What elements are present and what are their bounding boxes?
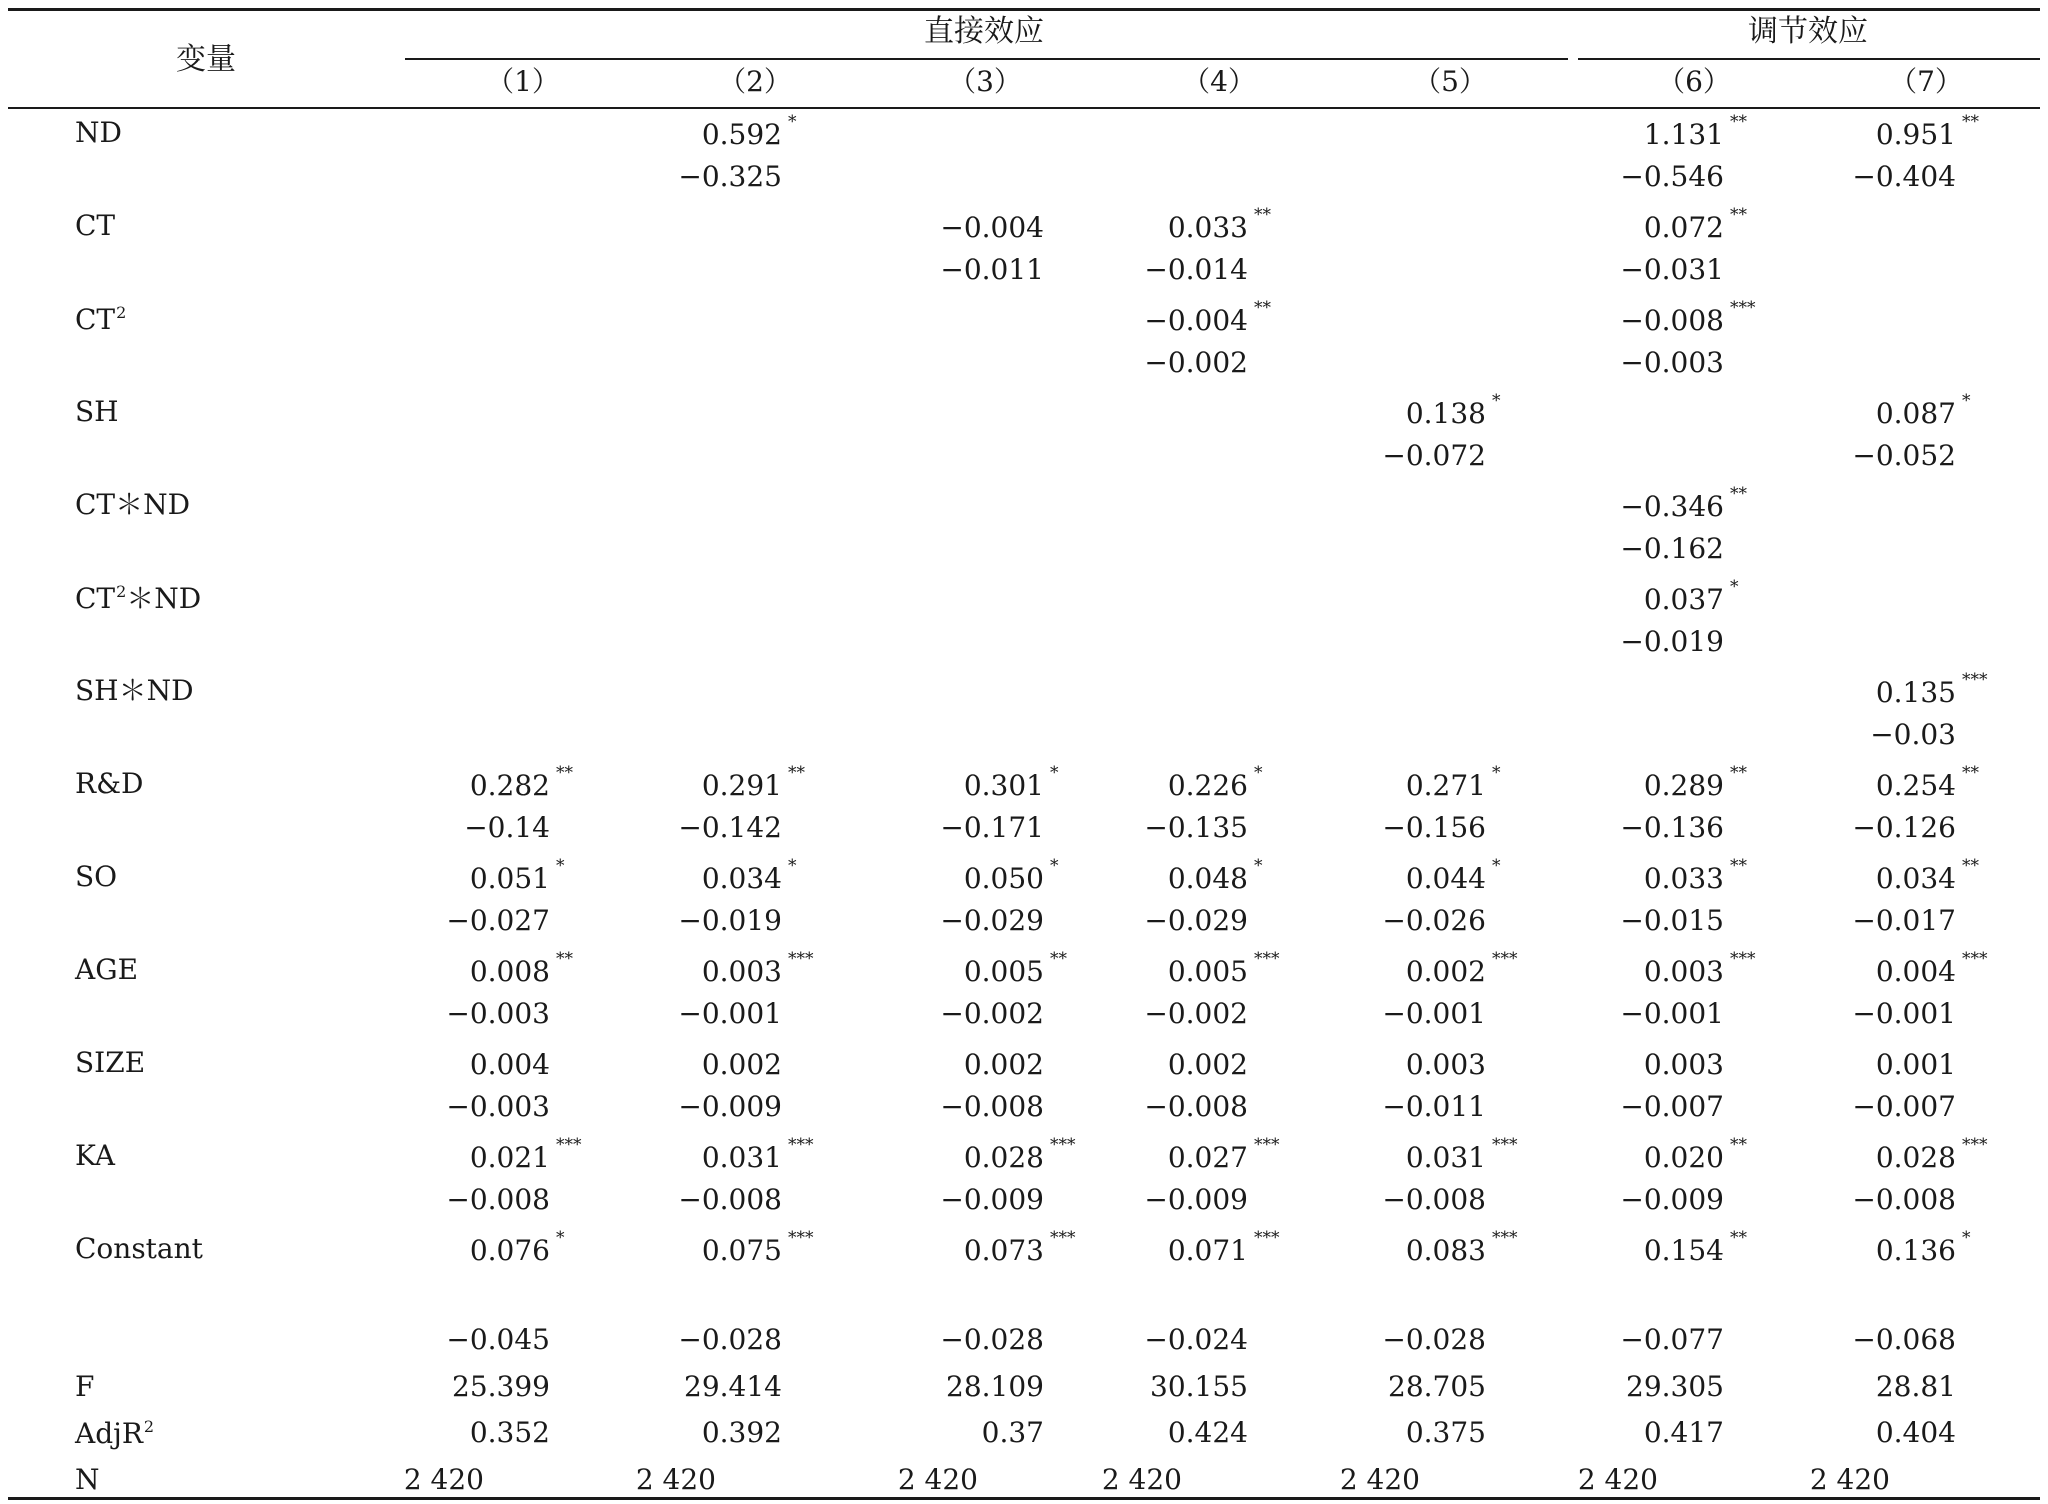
significance-stars: * xyxy=(1962,1228,1971,1248)
row-label: SO xyxy=(75,860,118,893)
statistic-cell: 29.414 xyxy=(684,1370,782,1403)
statistic-cell: 0.404 xyxy=(1875,1416,1956,1449)
coefficient-cell: 0.075 xyxy=(701,1234,782,1267)
significance-stars: *** xyxy=(1730,298,1756,318)
significance-stars: *** xyxy=(1254,949,1280,969)
coefficient-cell: 0.027 xyxy=(1167,1141,1248,1174)
significance-stars: ** xyxy=(1254,298,1271,318)
coefficient-cell: 0.592 xyxy=(701,118,782,151)
coefficient-cell: 0.087 xyxy=(1875,397,1956,430)
row-label: $CT^2*ND$ xyxy=(75,582,202,615)
standard-error-cell: −0.003 xyxy=(446,997,550,1030)
row-label: $CT^2$ xyxy=(75,303,127,336)
coefficient-cell: 0.008 xyxy=(469,955,550,988)
significance-stars: *** xyxy=(1492,1135,1518,1155)
statistic-cell: 2 420 xyxy=(1577,1463,1658,1496)
standard-error-cell: −0.077 xyxy=(1620,1323,1724,1356)
standard-error-cell: −0.017 xyxy=(1852,904,1956,937)
standard-error-cell: −0.011 xyxy=(940,253,1044,286)
coefficient-cell: −0.346 xyxy=(1620,490,1724,523)
row-label: AGE xyxy=(75,953,139,986)
coefficient-cell: 0.951 xyxy=(1875,118,1956,151)
coefficient-cell: 0.083 xyxy=(1405,1234,1486,1267)
variable-header: 变量 xyxy=(176,42,236,77)
standard-error-cell: −0.546 xyxy=(1620,160,1724,193)
column-header: （7） xyxy=(1889,65,1963,98)
column-header: （6） xyxy=(1657,65,1731,98)
significance-stars: *** xyxy=(1962,1135,1988,1155)
coefficient-cell: 0.003 xyxy=(1405,1048,1486,1081)
statistic-cell: 0.352 xyxy=(469,1416,550,1449)
coefficient-cell: 0.073 xyxy=(963,1234,1044,1267)
standard-error-cell: −0.325 xyxy=(678,160,782,193)
statistic-cell: 29.305 xyxy=(1626,1370,1724,1403)
coefficient-cell: 0.282 xyxy=(469,769,550,802)
statistic-cell: 0.375 xyxy=(1405,1416,1486,1449)
coefficient-cell: 0.003 xyxy=(1643,1048,1724,1081)
standard-error-cell: −0.019 xyxy=(678,904,782,937)
significance-stars: *** xyxy=(1962,949,1988,969)
column-header: （4） xyxy=(1182,65,1256,98)
statistic-cell: 0.37 xyxy=(981,1416,1044,1449)
coefficient-cell: 0.002 xyxy=(963,1048,1044,1081)
coefficient-cell: 0.005 xyxy=(963,955,1044,988)
significance-stars: * xyxy=(1050,763,1059,783)
coefficient-cell: 0.002 xyxy=(1405,955,1486,988)
moderation-effect-header: 调节效应 xyxy=(1748,14,1868,49)
standard-error-cell: −0.002 xyxy=(1144,346,1248,379)
statistic-cell: 2 420 xyxy=(1809,1463,1890,1496)
significance-stars: ** xyxy=(1730,112,1747,132)
coefficient-cell: 0.004 xyxy=(1875,955,1956,988)
significance-stars: * xyxy=(1492,391,1501,411)
significance-stars: ** xyxy=(1962,112,1979,132)
coefficient-cell: −0.004 xyxy=(940,211,1044,244)
statistic-cell: 0.392 xyxy=(701,1416,782,1449)
significance-stars: ** xyxy=(1730,484,1747,504)
standard-error-cell: −0.019 xyxy=(1620,625,1724,658)
coefficient-cell: 0.301 xyxy=(963,769,1044,802)
standard-error-cell: −0.029 xyxy=(940,904,1044,937)
significance-stars: * xyxy=(788,112,797,132)
coefficient-cell: 0.044 xyxy=(1405,862,1486,895)
significance-stars: ** xyxy=(1730,1135,1747,1155)
standard-error-cell: −0.008 xyxy=(678,1183,782,1216)
statistic-cell: 30.155 xyxy=(1150,1370,1248,1403)
standard-error-cell: −0.028 xyxy=(678,1323,782,1356)
significance-stars: ** xyxy=(556,949,573,969)
coefficient-cell: −0.008 xyxy=(1620,304,1724,337)
significance-stars: *** xyxy=(1492,1228,1518,1248)
row-label: SH xyxy=(75,395,119,428)
significance-stars: ** xyxy=(1050,949,1067,969)
column-header: （2） xyxy=(718,65,792,98)
standard-error-cell: −0.009 xyxy=(1144,1183,1248,1216)
standard-error-cell: −0.009 xyxy=(678,1090,782,1123)
direct-effect-header: 直接效应 xyxy=(924,14,1044,49)
standard-error-cell: −0.029 xyxy=(1144,904,1248,937)
standard-error-cell: −0.135 xyxy=(1144,811,1248,844)
standard-error-cell: −0.028 xyxy=(940,1323,1044,1356)
standard-error-cell: −0.009 xyxy=(1620,1183,1724,1216)
coefficient-cell: 0.001 xyxy=(1875,1048,1956,1081)
coefficient-cell: 0.037 xyxy=(1643,583,1724,616)
standard-error-cell: −0.072 xyxy=(1382,439,1486,472)
significance-stars: * xyxy=(1254,856,1263,876)
standard-error-cell: −0.068 xyxy=(1852,1323,1956,1356)
significance-stars: *** xyxy=(788,1228,814,1248)
column-header: （5） xyxy=(1413,65,1487,98)
standard-error-cell: −0.008 xyxy=(940,1090,1044,1123)
significance-stars: ** xyxy=(788,763,805,783)
coefficient-cell: 0.138 xyxy=(1405,397,1486,430)
coefficient-cell: 0.072 xyxy=(1643,211,1724,244)
standard-error-cell: −0.014 xyxy=(1144,253,1248,286)
standard-error-cell: −0.003 xyxy=(1620,346,1724,379)
significance-stars: ** xyxy=(1730,763,1747,783)
coefficient-cell: 0.051 xyxy=(469,862,550,895)
coefficient-cell: 0.071 xyxy=(1167,1234,1248,1267)
significance-stars: * xyxy=(1730,577,1739,597)
coefficient-cell: 0.034 xyxy=(701,862,782,895)
standard-error-cell: −0.001 xyxy=(1852,997,1956,1030)
significance-stars: * xyxy=(556,1228,565,1248)
significance-stars: * xyxy=(556,856,565,876)
coefficient-cell: −0.004 xyxy=(1144,304,1248,337)
significance-stars: ** xyxy=(1962,763,1979,783)
top-rule xyxy=(8,8,2040,11)
coefficient-cell: 0.028 xyxy=(963,1141,1044,1174)
header-rule xyxy=(8,107,2040,109)
coefficient-cell: 0.002 xyxy=(701,1048,782,1081)
coefficient-cell: 0.135 xyxy=(1875,676,1956,709)
significance-stars: *** xyxy=(788,949,814,969)
standard-error-cell: −0.052 xyxy=(1852,439,1956,472)
coefficient-cell: 0.004 xyxy=(469,1048,550,1081)
standard-error-cell: −0.008 xyxy=(1144,1090,1248,1123)
standard-error-cell: −0.136 xyxy=(1620,811,1724,844)
standard-error-cell: −0.126 xyxy=(1852,811,1956,844)
coefficient-cell: 0.003 xyxy=(1643,955,1724,988)
statistic-cell: 0.424 xyxy=(1167,1416,1248,1449)
standard-error-cell: −0.011 xyxy=(1382,1090,1486,1123)
significance-stars: * xyxy=(1492,856,1501,876)
standard-error-cell: −0.007 xyxy=(1852,1090,1956,1123)
coefficient-cell: 0.076 xyxy=(469,1234,550,1267)
standard-error-cell: −0.031 xyxy=(1620,253,1724,286)
significance-stars: *** xyxy=(788,1135,814,1155)
significance-stars: *** xyxy=(556,1135,582,1155)
row-label: CT＊ND xyxy=(75,488,191,521)
coefficient-cell: 0.136 xyxy=(1875,1234,1956,1267)
standard-error-cell: −0.015 xyxy=(1620,904,1724,937)
coefficient-cell: 0.291 xyxy=(701,769,782,802)
row-label: Constant xyxy=(75,1232,203,1265)
coefficient-cell: 0.033 xyxy=(1167,211,1248,244)
bottom-rule xyxy=(8,1497,2040,1500)
standard-error-cell: −0.024 xyxy=(1144,1323,1248,1356)
significance-stars: ** xyxy=(1254,205,1271,225)
row-label: KA xyxy=(75,1139,116,1172)
coefficient-cell: 0.031 xyxy=(701,1141,782,1174)
standard-error-cell: −0.001 xyxy=(678,997,782,1030)
row-label: F xyxy=(75,1370,95,1403)
standard-error-cell: −0.002 xyxy=(1144,997,1248,1030)
significance-stars: ** xyxy=(1730,1228,1747,1248)
standard-error-cell: −0.14 xyxy=(464,811,550,844)
standard-error-cell: −0.003 xyxy=(446,1090,550,1123)
coefficient-cell: 0.020 xyxy=(1643,1141,1724,1174)
significance-stars: ** xyxy=(1730,856,1747,876)
standard-error-cell: −0.028 xyxy=(1382,1323,1486,1356)
coefficient-cell: 0.003 xyxy=(701,955,782,988)
statistic-cell: 2 420 xyxy=(403,1463,484,1496)
significance-stars: *** xyxy=(1492,949,1518,969)
coefficient-cell: 0.226 xyxy=(1167,769,1248,802)
significance-stars: *** xyxy=(1254,1135,1280,1155)
significance-stars: ** xyxy=(1730,205,1747,225)
statistic-cell: 28.81 xyxy=(1875,1370,1956,1403)
significance-stars: ** xyxy=(556,763,573,783)
coefficient-cell: 0.034 xyxy=(1875,862,1956,895)
significance-stars: * xyxy=(1962,391,1971,411)
coefficient-cell: 0.050 xyxy=(963,862,1044,895)
significance-stars: * xyxy=(1254,763,1263,783)
column-header: （3） xyxy=(948,65,1022,98)
coefficient-cell: 0.005 xyxy=(1167,955,1248,988)
coefficient-cell: 0.254 xyxy=(1875,769,1956,802)
statistic-cell: 2 420 xyxy=(1339,1463,1420,1496)
coefficient-cell: 0.048 xyxy=(1167,862,1248,895)
statistic-cell: 28.705 xyxy=(1388,1370,1486,1403)
significance-stars: * xyxy=(1050,856,1059,876)
coefficient-cell: 0.289 xyxy=(1643,769,1724,802)
significance-stars: * xyxy=(1492,763,1501,783)
standard-error-cell: −0.008 xyxy=(1382,1183,1486,1216)
coefficient-cell: 0.033 xyxy=(1643,862,1724,895)
statistic-cell: 2 420 xyxy=(897,1463,978,1496)
standard-error-cell: −0.171 xyxy=(940,811,1044,844)
standard-error-cell: −0.156 xyxy=(1382,811,1486,844)
statistic-cell: 25.399 xyxy=(452,1370,550,1403)
standard-error-cell: −0.027 xyxy=(446,904,550,937)
standard-error-cell: −0.162 xyxy=(1620,532,1724,565)
standard-error-cell: −0.404 xyxy=(1852,160,1956,193)
significance-stars: * xyxy=(788,856,797,876)
row-label: SIZE xyxy=(75,1046,146,1079)
standard-error-cell: −0.002 xyxy=(940,997,1044,1030)
direct-effect-underline xyxy=(405,58,1568,60)
standard-error-cell: −0.045 xyxy=(446,1323,550,1356)
coefficient-cell: 1.131 xyxy=(1643,118,1724,151)
row-label: SH＊ND xyxy=(75,674,194,707)
statistic-cell: 0.417 xyxy=(1643,1416,1724,1449)
moderation-effect-underline xyxy=(1578,58,2040,60)
coefficient-cell: 0.002 xyxy=(1167,1048,1248,1081)
row-label: ND xyxy=(75,116,122,149)
standard-error-cell: −0.142 xyxy=(678,811,782,844)
standard-error-cell: −0.008 xyxy=(446,1183,550,1216)
row-label: N xyxy=(75,1463,100,1496)
standard-error-cell: −0.03 xyxy=(1870,718,1956,751)
standard-error-cell: −0.009 xyxy=(940,1183,1044,1216)
coefficient-cell: 0.028 xyxy=(1875,1141,1956,1174)
significance-stars: *** xyxy=(1254,1228,1280,1248)
coefficient-cell: 0.021 xyxy=(469,1141,550,1174)
row-label: R&D xyxy=(75,767,144,800)
coefficient-cell: 0.271 xyxy=(1405,769,1486,802)
statistic-cell: 28.109 xyxy=(946,1370,1044,1403)
column-header: （1） xyxy=(486,65,560,98)
significance-stars: *** xyxy=(1730,949,1756,969)
coefficient-cell: 0.031 xyxy=(1405,1141,1486,1174)
significance-stars: *** xyxy=(1962,670,1988,690)
standard-error-cell: −0.001 xyxy=(1620,997,1724,1030)
significance-stars: *** xyxy=(1050,1135,1076,1155)
standard-error-cell: −0.001 xyxy=(1382,997,1486,1030)
significance-stars: *** xyxy=(1050,1228,1076,1248)
row-label: CT xyxy=(75,209,116,242)
significance-stars: ** xyxy=(1962,856,1979,876)
standard-error-cell: −0.007 xyxy=(1620,1090,1724,1123)
statistic-cell: 2 420 xyxy=(635,1463,716,1496)
standard-error-cell: −0.026 xyxy=(1382,904,1486,937)
row-label: AdjR$^2$ xyxy=(75,1417,155,1450)
coefficient-cell: 0.154 xyxy=(1643,1234,1724,1267)
standard-error-cell: −0.008 xyxy=(1852,1183,1956,1216)
statistic-cell: 2 420 xyxy=(1101,1463,1182,1496)
